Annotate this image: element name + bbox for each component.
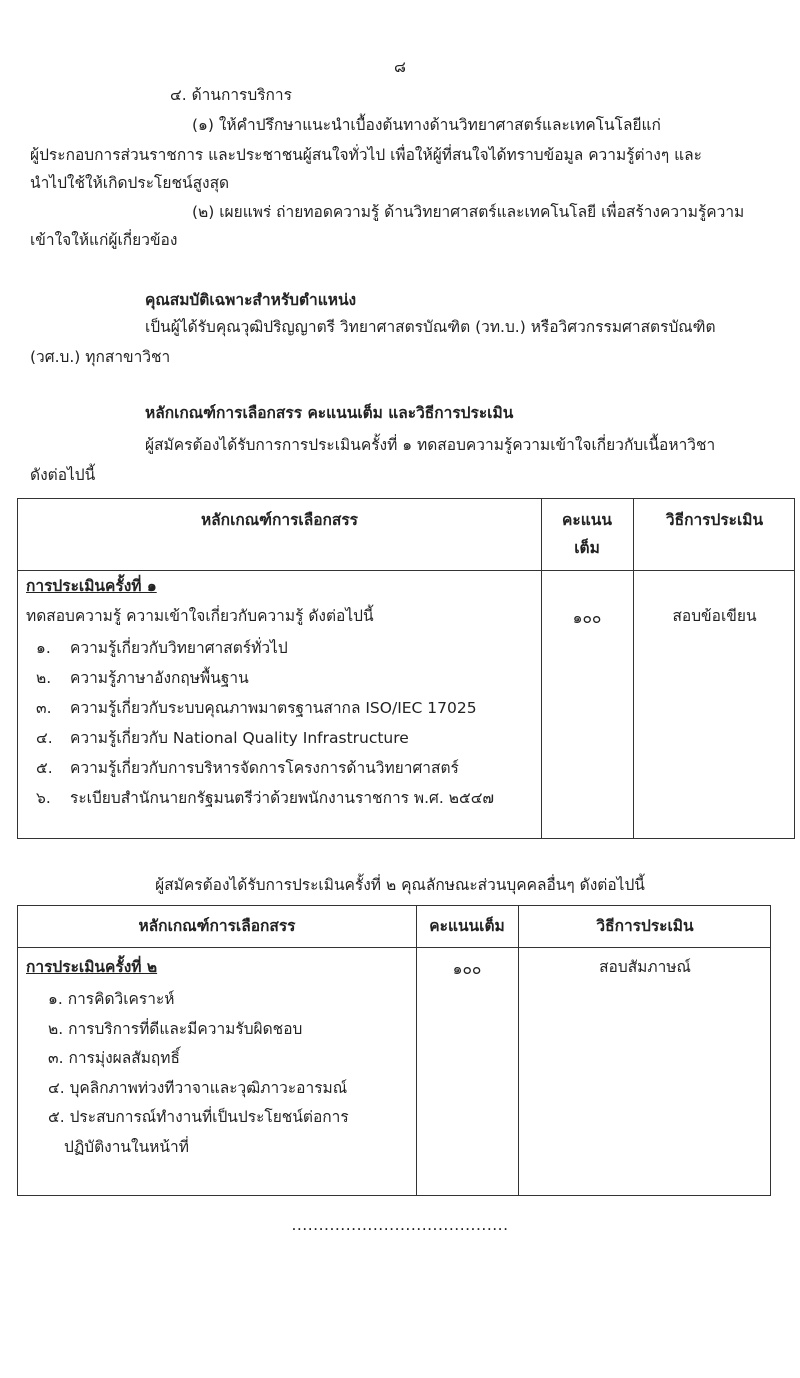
criteria-heading: หลักเกณฑ์การเลือกสรร คะแนนเต็ม และวิธีการประเมิน xyxy=(145,404,514,422)
list-item xyxy=(26,635,494,665)
header-score: คะแนนเต็ม xyxy=(429,917,505,935)
item-text: ความรู้เกี่ยวกับการบริหารจัดการโครงการด้านวิทยาศาสตร์ xyxy=(70,759,459,777)
list-item: ๒. การบริการที่ดีและมีความรับผิดชอบ xyxy=(48,1019,303,1038)
item-text: ความรู้เกี่ยวกับวิทยาศาสตร์ทั่วไป xyxy=(70,639,288,657)
paragraph-line: เป็นผู้ได้รับคุณวุฒิปริญญาตรี วิทยาศาสตรบัณฑิต (วท.บ.) หรือวิศวกรรมศาสตรบัณฑิต xyxy=(145,318,716,336)
method-value: สอบข้อเขียน xyxy=(672,607,757,625)
paragraph-line: (๑) ให้คำปรึกษาแนะนำเบื้องต้นทางด้านวิทยาศาสตร์และเทคโนโลยีแก่ xyxy=(192,116,661,134)
score-value: ๑๐๐ xyxy=(572,609,602,627)
paragraph-line: (๒) เผยแพร่ ถ่ายทอดความรู้ ด้านวิทยาศาสตร์และเทคโนโลยี เพื่อสร้างความรู้ความ xyxy=(192,203,745,221)
list-item-continuation: ปฏิบัติงานในหน้าที่ xyxy=(64,1137,189,1156)
header-score: คะแนน xyxy=(562,511,612,529)
assessment-table-1 xyxy=(17,498,795,839)
section-heading: ๔. ด้านการบริการ xyxy=(170,86,292,104)
list-item: ๕. ประสบการณ์ทำงานที่เป็นประโยชน์ต่อการ xyxy=(48,1108,349,1126)
page-number: ๘ xyxy=(394,58,406,76)
header-method: วิธีการประเมิน xyxy=(596,917,694,935)
item-number: ๒. xyxy=(36,669,52,687)
trait-list xyxy=(48,985,349,1162)
topic-list xyxy=(26,635,494,815)
method-value: สอบสัมภาษณ์ xyxy=(599,958,691,976)
round-title: การประเมินครั้งที่ ๒ xyxy=(26,958,158,976)
qualifications-heading: คุณสมบัติเฉพาะสำหรับตำแหน่ง xyxy=(145,291,357,309)
paragraph-line: ดังต่อไปนี้ xyxy=(30,466,96,484)
list-item xyxy=(26,755,494,785)
header-criteria: หลักเกณฑ์การเลือกสรร xyxy=(200,511,359,529)
paragraph-line: (วศ.บ.) ทุกสาขาวิชา xyxy=(30,348,171,366)
item-text: ความรู้ภาษาอังกฤษพื้นฐาน xyxy=(70,669,249,687)
item-number: ๖. xyxy=(36,789,51,807)
item-number: ๓. xyxy=(36,699,52,717)
item-number: ๑. xyxy=(36,639,51,657)
list-item: ๔. บุคลิกภาพท่วงทีวาจาและวุฒิภาวะอารมณ์ xyxy=(48,1078,348,1097)
item-number: ๔. xyxy=(36,729,53,747)
item-number: ๕. xyxy=(36,759,53,777)
header-method: วิธีการประเมิน xyxy=(665,511,764,529)
assessment-table-2 xyxy=(17,905,771,1196)
paragraph-line: ผู้ประกอบการส่วนราชการ และประชาชนผู้สนใจทั่วไป เพื่อให้ผู้ที่สนใจได้ทราบข้อมูล ความรู้ต่างๆ และ xyxy=(30,146,702,164)
score-value: ๑๐๐ xyxy=(452,960,482,978)
header-score-line2: เต็ม xyxy=(574,539,600,557)
round-description: ทดสอบความรู้ ความเข้าใจเกี่ยวกับความรู้ ดังต่อไปนี้ xyxy=(26,607,374,625)
header-criteria: หลักเกณฑ์การเลือกสรร xyxy=(138,917,296,935)
end-dots: ........................................ xyxy=(291,1216,509,1234)
table2-intro: ผู้สมัครต้องได้รับการประเมินครั้งที่ ๒ คุณลักษณะส่วนบุคคลอื่นๆ ดังต่อไปนี้ xyxy=(155,876,645,894)
list-item xyxy=(26,665,494,695)
round-title: การประเมินครั้งที่ ๑ xyxy=(26,577,157,595)
list-item xyxy=(26,695,494,725)
item-text: ความรู้เกี่ยวกับระบบคุณภาพมาตรฐานสากล ISO/IEC 17025 xyxy=(70,699,477,717)
list-item: ๓. การมุ่งผลสัมฤทธิ์ xyxy=(48,1049,180,1067)
item-text: ความรู้เกี่ยวกับ National Quality Infrastructure xyxy=(70,729,409,747)
list-item xyxy=(26,725,494,755)
paragraph-line: ผู้สมัครต้องได้รับการการประเมินครั้งที่ ๑ ทดสอบความรู้ความเข้าใจเกี่ยวกับเนื้อหาวิชา xyxy=(145,436,716,454)
item-text: ระเบียบสำนักนายกรัฐมนตรีว่าด้วยพนักงานราชการ พ.ศ. ๒๕๔๗ xyxy=(70,789,495,807)
list-item xyxy=(26,785,494,815)
list-item: ๑. การคิดวิเคราะห์ xyxy=(48,990,175,1008)
paragraph-line: เข้าใจให้แก่ผู้เกี่ยวข้อง xyxy=(30,231,178,249)
paragraph-line: นำไปใช้ให้เกิดประโยชน์สูงสุด xyxy=(30,174,230,192)
